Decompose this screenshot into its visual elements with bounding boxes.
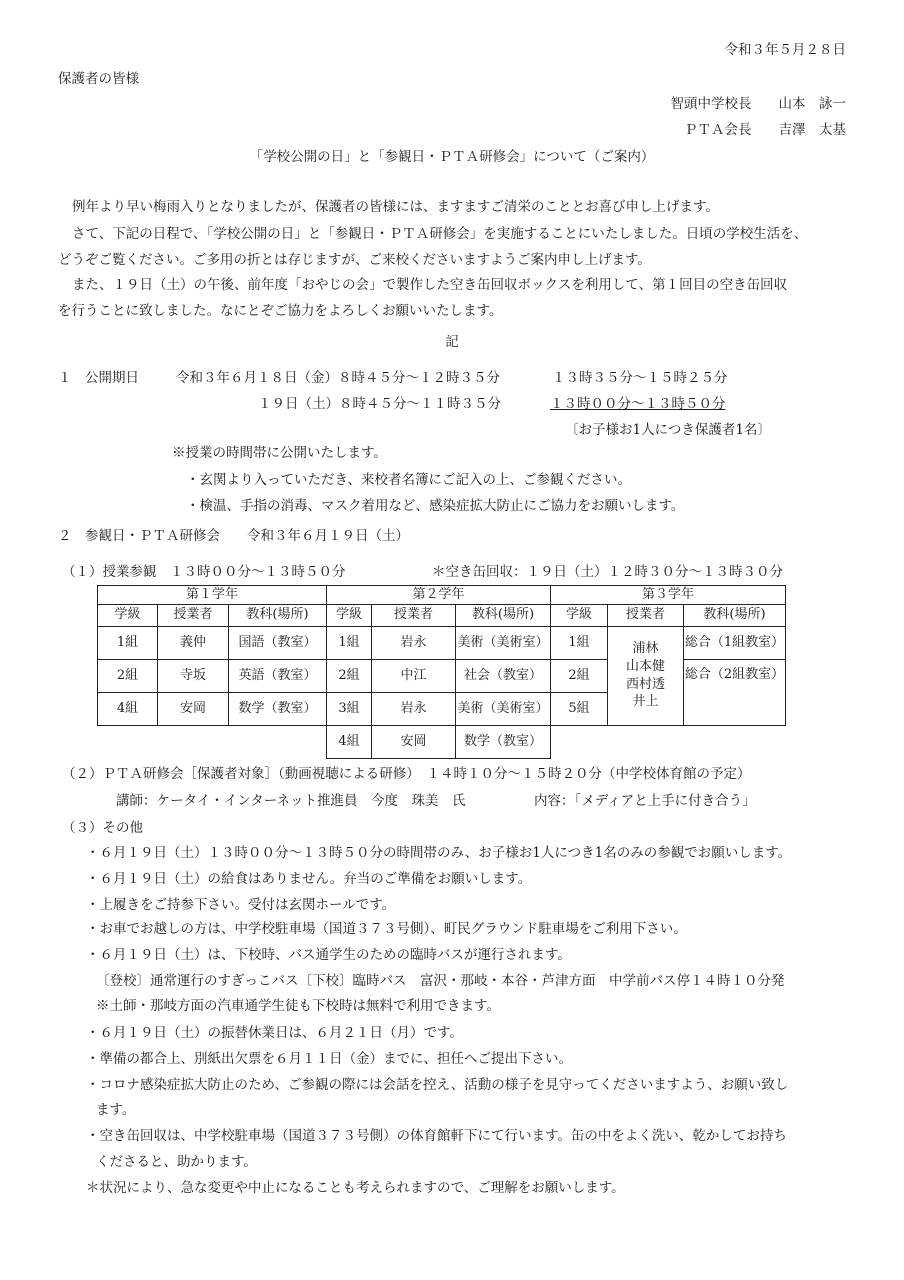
g2-teacher: 安岡 — [372, 725, 456, 758]
column-header-class: 学級 — [98, 604, 158, 626]
g2-teacher: 中江 — [372, 659, 456, 692]
g3-teacher: 西村透 — [625, 676, 665, 692]
g2-class: 2組 — [327, 659, 372, 692]
g3-subject: 総合（1組教室） — [684, 626, 786, 659]
document-title: 「学校公開の日」と「参観日・ＰＴＡ研修会」について（ご案内） — [249, 149, 655, 165]
g3-teacher: 浦林 — [632, 641, 659, 657]
others-item: ・６月１９日（土）は、下校時、バス通学生のための臨時バスが運行されます。 — [86, 947, 571, 963]
g2-teacher: 岩永 — [372, 692, 456, 725]
table-row — [98, 725, 786, 758]
grade-3-header: 第３学年 — [551, 586, 786, 605]
g2-class: 3組 — [327, 692, 372, 725]
others-item: ・空き缶回収は、中学校駐車場（国道３７３号側）の体育館軒下にて行います。缶の中をよく洗い、乾かしてお持ち — [86, 1128, 787, 1144]
lecturer: 講師：ケータイ・インターネット推進員 今度 珠美 氏 — [116, 793, 466, 809]
g1-subject: 国語（教室） — [229, 626, 327, 659]
intro-line: を行うことに致しました。なにとぞご協力をよろしくお願いいたします。 — [58, 303, 503, 319]
lecture-content: 内容：「メディアと上手に付き合う」 — [534, 793, 756, 809]
g3-class: 1組 — [551, 626, 608, 659]
column-header-subject: 教科(場所) — [456, 604, 551, 626]
open-bullet: ・玄関より入っていただき、来校者名簿にご記入の上、ご参観ください。 — [186, 472, 631, 488]
g3-subject: 総合（2組教室） — [684, 659, 786, 725]
intro-line: さて、下記の日程で、「学校公開の日」と「参観日・ＰＴＡ研修会」を実施することにいたしました。日頃の学校生活を、 — [72, 226, 808, 242]
others-item: ・６月１９日（土）１３時００分～１３時５０分の時間帯のみ、お子様お1人につき1名のみの参観でお願いします。 — [86, 845, 792, 861]
table-row — [98, 626, 786, 659]
open-afternoon-1: １３時３５分～１５時２５分 — [552, 370, 728, 386]
column-header-teacher: 授業者 — [608, 604, 684, 626]
g1-teacher: 義仲 — [158, 626, 229, 659]
column-header-subject: 教科(場所) — [684, 604, 786, 626]
column-header-subject: 教科(場所) — [229, 604, 327, 626]
intro-line: 例年より早い梅雨入りとなりましたが、保護者の皆様には、ますますご清栄のこととお喜び申し上げます。 — [72, 199, 719, 215]
others-item: ・お車でお越しの方は、中学校駐車場（国道３７３号側）、町民グラウンド駐車場をご利用下さい。 — [86, 921, 687, 937]
g2-subject: 美術（美術室） — [456, 626, 551, 659]
pta-training-heading: （２）ＰＴＡ研修会［保護者対象］（動画視聴による研修） １４時１０分～１５時２０分（中学校体育館の予定） — [62, 766, 751, 782]
section2-label: ２ 参観日・ＰＴＡ研修会 令和３年６月１９日（土） — [58, 528, 409, 544]
open-bullet: ・検温、手指の消毒、マスク着用など、感染症拡大防止にご協力をお願いします。 — [186, 498, 685, 514]
g3-teacher: 井上 — [632, 694, 659, 710]
g1-class: 4組 — [98, 692, 158, 725]
section1-label: １ 公開期日 — [58, 370, 139, 386]
bus-info: 〔登校〕通常運行のすぎっこバス〔下校〕臨時バス 富沢・那岐・本谷・芦津方面 中学前バス停１４時１０分発 — [96, 973, 785, 989]
others-item: ・準備の都合上、別紙出欠票を６月１１日（金）までに、担任へご提出下さい。 — [86, 1051, 572, 1067]
g2-subject: 美術（美術室） — [456, 692, 551, 725]
g1-subject: 数学（教室） — [229, 692, 327, 725]
g3-teachers — [608, 626, 684, 725]
addressee: 保護者の皆様 — [58, 71, 139, 87]
others-item: ・６月１９日（土）の給食はありません。弁当のご準備をお願いします。 — [86, 871, 532, 887]
sender-principal: 智頭中学校長 山本 詠一 — [670, 96, 846, 112]
closing-note: ＊状況により、急な変更や中止になることも考えられますので、ご理解をお願いします。 — [86, 1180, 625, 1196]
grade-2-header: 第２学年 — [327, 586, 551, 605]
others-item-continued: くださると、助かります。 — [96, 1154, 257, 1170]
others-item-continued: ます。 — [96, 1102, 136, 1118]
g3-class: 5組 — [551, 692, 608, 725]
class-schedule-table — [97, 585, 786, 759]
g1-class: 2組 — [98, 659, 158, 692]
class-observation-heading: （１）授業参観 １３時００分～１３時５０分 — [62, 564, 346, 580]
g2-subject: 数学（教室） — [456, 725, 551, 758]
intro-line: また、１９日（土）の午後、前年度「おやじの会」で製作した空き缶回収ボックスを利用して、第１回目の空き缶回収 — [72, 277, 788, 293]
g2-class: 4組 — [327, 725, 372, 758]
sender-pta-chair: ＰＴＡ会長 吉澤 太基 — [684, 122, 846, 138]
others-item: ・上履きをご持参下さい。受付は玄関ホールです。 — [86, 897, 396, 913]
g2-subject: 社会（教室） — [456, 659, 551, 692]
column-header-class: 学級 — [327, 604, 372, 626]
open-date-2: １９日（土）８時４５分～１１時３５分 — [258, 396, 501, 412]
g2-teacher: 岩永 — [372, 626, 456, 659]
g3-class: 2組 — [551, 659, 608, 692]
open-date-1: 令和３年６月１８日（金）８時４５分～１２時３５分 — [176, 370, 500, 386]
others-item: ・コロナ感染症拡大防止のため、ご参観の際には会話を控え、活動の様子を見守ってくださいますよう、お願い致し — [86, 1077, 789, 1093]
can-collection-time: ＊空き缶回収：１９日（土）１２時３０分～１３時３０分 — [432, 564, 783, 580]
intro-line: どうぞご覧ください。ご多用の折とは存じますが、ご来校くださいますようご案内申し上げます。 — [58, 252, 651, 268]
ki-mark: 記 — [445, 334, 459, 350]
column-header-teacher: 授業者 — [372, 604, 456, 626]
column-header-class: 学級 — [551, 604, 608, 626]
open-afternoon-2: １３時００分～１３時５０分 — [550, 396, 726, 412]
g1-class: 1組 — [98, 626, 158, 659]
g1-teacher: 寺坂 — [158, 659, 229, 692]
g1-subject: 英語（教室） — [229, 659, 327, 692]
others-item: ・６月１９日（土）の振替休業日は、６月２１日（月）です。 — [86, 1025, 463, 1041]
parent-limit-note: 〔お子様お1人につき保護者1名〕 — [565, 422, 771, 438]
column-header-teacher: 授業者 — [158, 604, 229, 626]
document-date: 令和３年５月２８日 — [724, 42, 846, 58]
train-note: ※土師・那岐方面の汽車通学生徒も下校時は無料で利用できます。 — [96, 998, 500, 1014]
g3-teacher: 山本健 — [625, 659, 665, 674]
g1-teacher: 安岡 — [158, 692, 229, 725]
others-heading: （３）その他 — [62, 820, 143, 836]
g2-class: 1組 — [327, 626, 372, 659]
grade-1-header: 第１学年 — [98, 586, 327, 605]
open-notice: ※授業の時間帯に公開いたします。 — [172, 445, 387, 461]
